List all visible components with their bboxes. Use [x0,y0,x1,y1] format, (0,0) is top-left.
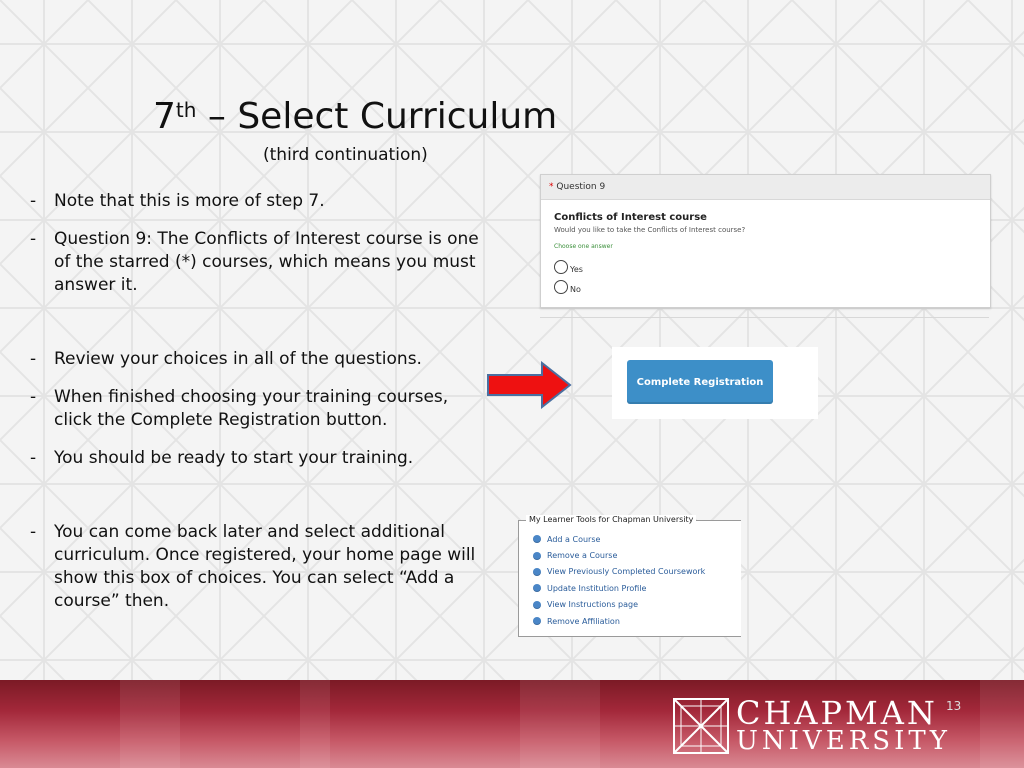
bullet-item: - When finished choosing your training courses, click the Complete Registration button. [30,387,449,430]
bullet-item: - Question 9: The Conflicts of Interest course is one of the starred (*) courses, which means you must answer it. [30,229,479,295]
slide-title: 7th – Select Curriculum [153,96,558,137]
right-arrow-icon [486,361,572,409]
question-header: * Question 9 [541,175,990,200]
question-text: Would you like to take the Conflicts of Interest course? [554,226,746,234]
brand-line-2: UNIVERSITY [736,726,951,756]
bullet-item: - You can come back later and select additional curriculum. Once registered, your home page will show this box of choices. You can select “Add a course” then. [30,522,476,611]
question-title: Conflicts of Interest course [554,212,707,223]
complete-registration-button[interactable]: Complete Registration [627,360,773,404]
slide-subtitle: (third continuation) [263,145,428,165]
learner-tools-legend: My Learner Tools for Chapman University [526,515,696,524]
bullet-circle-icon [533,568,541,576]
bullet-item: - Review your choices in all of the questions. [30,349,422,369]
bullet-circle-icon [533,535,541,543]
divider [540,317,989,318]
option-yes[interactable]: Yes [554,260,583,274]
learner-tools-box [518,515,741,637]
question-9-panel [540,174,991,308]
radio-icon[interactable] [554,260,568,274]
tool-add-course[interactable]: Add a Course [533,531,705,547]
tool-remove-course[interactable]: Remove a Course [533,547,705,563]
bullet-circle-icon [533,601,541,609]
bullet-item: - You should be ready to start your training. [30,448,414,468]
tool-update-profile[interactable]: Update Institution Profile [533,580,705,596]
bullet-group-3 [30,521,500,613]
bullet-group-2 [30,348,500,470]
bullet-circle-icon [533,552,541,560]
required-star: * [549,182,554,192]
tool-view-instructions[interactable]: View Instructions page [533,597,705,613]
chapman-logo-icon [673,698,729,754]
brand-line-1: CHAPMAN [736,694,938,732]
button-screenshot [612,347,818,419]
choose-hint: Choose one answer [554,243,613,250]
option-no[interactable]: No [554,280,581,294]
bullet-item: - Note that this is more of step 7. [30,191,325,211]
bullet-circle-icon [533,584,541,592]
tool-remove-affiliation[interactable]: Remove Affiliation [533,613,705,629]
bullet-group-1 [30,190,500,297]
radio-icon[interactable] [554,280,568,294]
tool-view-completed[interactable]: View Previously Completed Coursework [533,564,705,580]
page-number: 13 [946,699,962,713]
bullet-circle-icon [533,617,541,625]
